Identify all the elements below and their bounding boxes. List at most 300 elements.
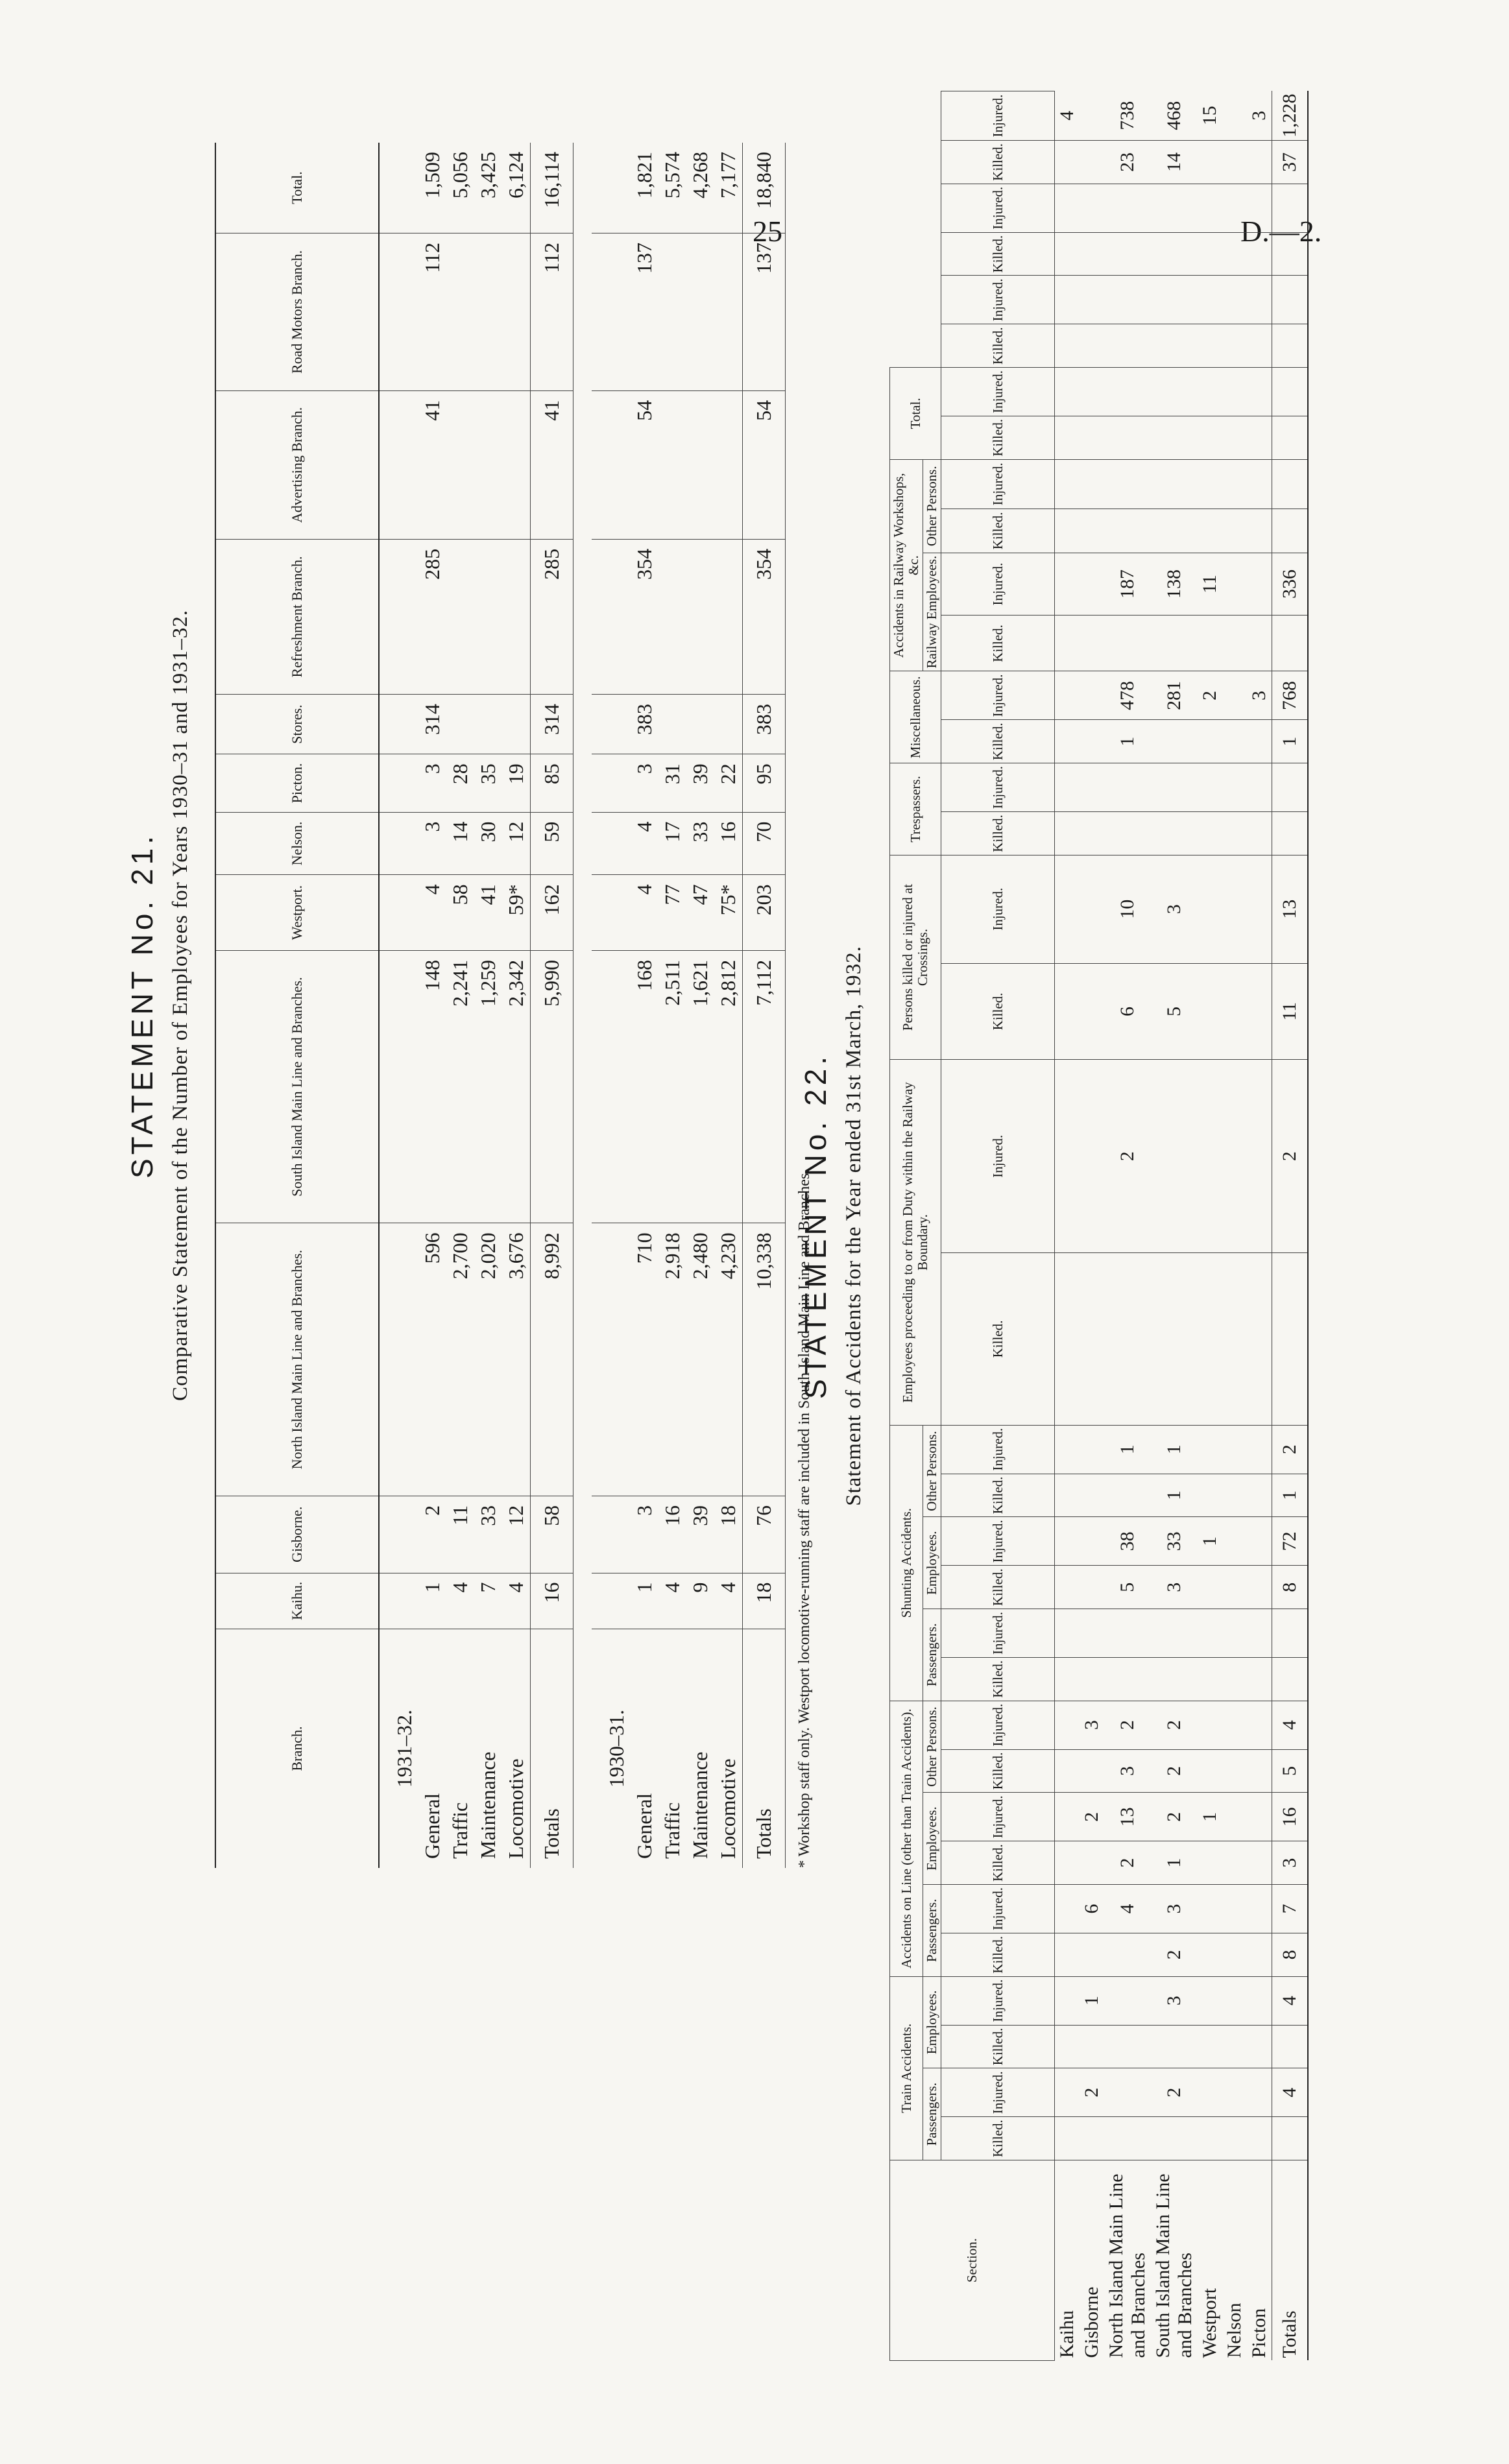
table-cell [1247,1253,1272,1426]
table-cell [592,143,631,233]
table-cell: 10 [1104,855,1151,963]
table-cell [446,390,474,539]
table-cell: 3 [418,812,446,875]
table-cell: 2,812 [714,950,743,1223]
table-cell: 4 [658,1573,686,1629]
table-cell [1151,1657,1198,1701]
table-cell: 710 [631,1223,658,1496]
table-cell [1222,276,1247,324]
column-header: Refreshment Branch. [215,539,379,694]
table-cell: 2,511 [658,950,686,1223]
table-cell [1198,1701,1222,1749]
table-cell [1104,616,1151,671]
table-row [446,143,474,1868]
table-cell [1198,963,1222,1060]
table-cell [1080,184,1104,232]
table-cell [502,390,531,539]
table-cell: 13 [1104,1793,1151,1841]
table-cell: 5,574 [658,143,686,233]
subgroup-header: Other Persons. [923,1425,941,1517]
table-cell [1222,416,1247,460]
injured-header: Injured. [941,1060,1055,1253]
table-cell [1247,1609,1272,1658]
total-cell [1272,812,1309,855]
table-cell [1104,324,1151,368]
table-cell [1222,91,1247,141]
table-cell [1198,812,1222,855]
table-cell: 15 [1198,91,1222,141]
table-cell: 16 [658,1496,686,1573]
table-row [1151,91,1198,2361]
table-cell: 3 [418,754,446,812]
table-cell [658,233,686,390]
table-cell [1080,616,1104,671]
table-cell [1055,459,1080,508]
column-header: Total. [215,143,379,233]
table-cell: 3 [631,1496,658,1573]
table-cell [379,1573,418,1629]
spacer-row [573,143,592,1868]
table-cell [1247,1885,1272,1933]
column-header: Nelson. [215,812,379,875]
table-cell [1222,1657,1247,1701]
killed-header: Killed. [941,1657,1055,1701]
table-cell [1104,2117,1151,2160]
killed-header: Killed. [941,963,1055,1060]
table-cell: 4 [446,1573,474,1629]
column-header: North Island Main Line and Branches. [215,1223,379,1496]
table-cell [1222,459,1247,508]
table-cell [1198,1841,1222,1885]
column-header: Picton. [215,754,379,812]
table-cell [1222,2117,1247,2160]
table-cell: 1,259 [474,950,502,1223]
table-row [1247,91,1272,2361]
column-header: South Island Main Line and Branches. [215,950,379,1223]
table-cell [1247,1976,1272,2025]
table-cell [1080,276,1104,324]
total-cell [1272,508,1309,553]
branch-label: Maintenance [688,1751,712,1859]
totals-row [531,143,573,1868]
table-cell [446,539,474,694]
table-cell: 1 [1104,720,1151,763]
table-cell: 77 [658,875,686,951]
table-cell [1055,1749,1080,1793]
table-cell [714,695,743,754]
table-cell [1151,812,1198,855]
section-label: Gisborne [1081,2286,1103,2358]
totals-label: Totals [1272,2160,1309,2361]
table-cell [1247,184,1272,232]
table-row [714,143,743,1868]
table-cell [1222,1933,1247,1976]
table-cell [1198,459,1222,508]
injured-header: Injured. [941,368,1055,416]
table-cell [1247,2068,1272,2117]
table-cell [1080,963,1104,1060]
year-label: 1930–31. [605,1710,628,1788]
table-cell [1151,1253,1198,1426]
table-cell [1247,1933,1272,1976]
total-cell: 59 [531,812,573,875]
table-cell [1247,720,1272,763]
table-cell: 19 [502,754,531,812]
table-cell: 2,480 [686,1223,714,1496]
table-cell [658,539,686,694]
subgroup-header: Passengers. [923,1609,941,1701]
table-cell: 281 [1151,671,1198,720]
table-cell [1151,324,1198,368]
table-cell [1104,232,1151,276]
total-cell: 1 [1272,1474,1309,1517]
table-cell [1151,1609,1198,1658]
table-cell: 41 [418,390,446,539]
totals-row [1272,91,1309,2361]
table-cell [592,754,631,812]
total-cell: 95 [743,754,786,812]
table-cell: 6 [1104,963,1151,1060]
table-cell [1222,1566,1247,1609]
group-header: Shunting Accidents. [890,1425,923,1701]
spacer-cell [573,143,592,1868]
injured-header: Injured. [941,1517,1055,1566]
table-cell [1104,508,1151,553]
subgroup-header: Passengers. [923,1885,941,1977]
table-cell [1198,855,1222,963]
table-cell [1080,1517,1104,1566]
table-cell: 22 [714,754,743,812]
total-cell: 37 [1272,141,1309,184]
table-cell [1247,1701,1272,1749]
table-cell [1080,1657,1104,1701]
statement-22 [798,91,1309,2361]
table-cell [379,754,418,812]
table-cell [1247,324,1272,368]
table-cell [1151,368,1198,416]
table-cell: 18 [714,1496,743,1573]
table-cell: 2 [1151,2068,1198,2117]
table-cell: 2,342 [502,950,531,1223]
table-cell [1055,963,1080,1060]
table-cell [1080,720,1104,763]
table-cell: 383 [631,695,658,754]
table-cell: 38 [1104,1517,1151,1566]
table-cell [1104,1657,1151,1701]
table-cell: 2 [1104,1841,1151,1885]
table-cell: 2 [1151,1749,1198,1793]
table-cell: 4 [418,875,446,951]
totals-label: Totals [743,1629,786,1869]
table-cell: 11 [1198,553,1222,616]
total-cell: 768 [1272,671,1309,720]
table-cell: 2 [1151,1933,1198,1976]
table-cell [1055,1253,1080,1426]
total-cell [1272,763,1309,812]
table-cell [1055,1425,1080,1474]
table-cell [379,233,418,390]
table-cell [1198,416,1222,460]
table-cell [592,1496,631,1573]
total-cell: 70 [743,812,786,875]
killed-header: Killed. [941,1749,1055,1793]
total-cell: 7,112 [743,950,786,1223]
table-cell: 33 [686,812,714,875]
table-cell [1104,184,1151,232]
table-cell [1055,553,1080,616]
section-label: North Island Main Line and Branches [1105,2173,1150,2358]
table-cell: 138 [1151,553,1198,616]
killed-header: Killed. [941,1253,1055,1426]
total-cell: 18,840 [743,143,786,233]
table-cell [1222,184,1247,232]
table-cell [1104,416,1151,460]
table-cell: 2,918 [658,1223,686,1496]
table-cell [1055,2025,1080,2068]
branch-label: Traffic [660,1802,684,1859]
table-cell [686,695,714,754]
document-code: D.—2. [1240,215,1322,248]
table-cell [1080,1060,1104,1253]
killed-header: Killed. [941,232,1055,276]
table-cell [592,1573,631,1629]
table-row [474,143,502,1868]
table-cell [714,539,743,694]
table-cell [1198,324,1222,368]
table-cell [1247,1425,1272,1474]
statement-21-footnote: * Workshop staff only. Westport locomotive-running staff are included in South Island Main Line and Branches. [796,1169,813,1868]
table-cell [379,390,418,539]
table-cell: 75* [714,875,743,951]
total-cell: 162 [531,875,573,951]
table-cell: 5 [1151,963,1198,1060]
table-cell [1198,276,1222,324]
subgroup-header: Employees. [923,1976,941,2068]
table-cell: 468 [1151,91,1198,141]
injured-header: Injured. [941,553,1055,616]
table-cell [1055,508,1080,553]
table-cell: 137 [631,233,658,390]
table-row [1055,91,1080,2361]
table-cell: 9 [686,1573,714,1629]
table-cell: 2,700 [446,1223,474,1496]
statement-21-title: STATEMENT No. 21. [125,832,159,1178]
section-header: Section. [890,2160,1055,2361]
table-cell [379,539,418,694]
table-cell [592,233,631,390]
table-cell [379,143,418,233]
injured-header: Injured. [941,1793,1055,1841]
killed-header: Killed. [941,1933,1055,1976]
table-cell [1222,720,1247,763]
statement-22-subtitle: Statement of Accidents for the Year ended 31st March, 1932. [842,946,865,1506]
table-cell: 41 [474,875,502,951]
table-row [658,143,686,1868]
table-cell: 1 [1198,1517,1222,1566]
group-header: Accidents in Railway Workshops, &c. [890,459,923,671]
table-cell [1222,2068,1247,2117]
group-header: Total. [890,368,941,460]
table-cell: 1 [418,1573,446,1629]
table-cell [1055,368,1080,416]
statement-21 [125,143,814,1868]
table-cell [1080,812,1104,855]
table-cell [502,233,531,390]
table-cell: 4 [1055,91,1080,141]
table-cell [1151,616,1198,671]
total-cell: 112 [531,233,573,390]
table-cell [1151,416,1198,460]
table-cell: 39 [686,754,714,812]
table-cell [1198,1566,1222,1609]
totals-row [743,143,786,1868]
table-cell [1080,459,1104,508]
table-cell: 2 [1080,2068,1104,2117]
table-cell [379,812,418,875]
table-cell: 39 [686,1496,714,1573]
total-cell: 8 [1272,1566,1309,1609]
table-cell: 187 [1104,553,1151,616]
table-cell: 1 [631,1573,658,1629]
table-cell [1080,1609,1104,1658]
total-cell [1272,276,1309,324]
table-cell: 6,124 [502,143,531,233]
table-cell: 47 [686,875,714,951]
column-header: Advertising Branch. [215,390,379,539]
total-cell: 4 [1272,1976,1309,2025]
table-cell: 1,821 [631,143,658,233]
table-cell [658,695,686,754]
total-cell: 10,338 [743,1223,786,1496]
table-cell [592,950,631,1223]
injured-header: Injured. [941,855,1055,963]
total-cell: 354 [743,539,786,694]
table-cell [1247,2117,1272,2160]
injured-header: Injured. [941,1701,1055,1749]
table-cell [1198,1474,1222,1517]
table-cell: 28 [446,754,474,812]
total-cell: 1,228 [1272,91,1309,141]
killed-header: Killed. [941,324,1055,368]
table-cell: 2 [1198,671,1222,720]
table-cell [1247,2025,1272,2068]
table-cell: 3 [1104,1749,1151,1793]
table-cell [1104,276,1151,324]
table-cell [1055,2117,1080,2160]
killed-header: Killed. [941,616,1055,671]
table-cell [1055,184,1080,232]
table-cell [1151,232,1198,276]
table-cell: 3,425 [474,143,502,233]
table-cell [1055,2068,1080,2117]
table-cell: 2 [1080,1793,1104,1841]
total-cell: 383 [743,695,786,754]
total-cell: 72 [1272,1517,1309,1566]
table-cell: 2 [1104,1701,1151,1749]
table-cell [1151,1060,1198,1253]
table-cell: 738 [1104,91,1151,141]
year-label: 1931–32. [392,1710,416,1788]
table-cell [1198,232,1222,276]
table-cell [1104,368,1151,416]
table-cell [1055,855,1080,963]
group-header: Trespassers. [890,763,941,855]
table-cell: 314 [418,695,446,754]
table-cell [1198,2117,1222,2160]
injured-header: Injured. [941,1425,1055,1474]
table-cell [474,539,502,694]
table-cell [1247,1793,1272,1841]
table-cell: 2 [418,1496,446,1573]
total-cell: 285 [531,539,573,694]
table-cell [1198,1609,1222,1658]
statement-22-title: STATEMENT No. 22. [799,1053,832,1399]
page-number: 25 [753,215,782,248]
table-cell: 54 [631,390,658,539]
total-cell: 76 [743,1496,786,1573]
killed-header: Killed. [941,812,1055,855]
table-cell [1151,720,1198,763]
table-cell [1080,1933,1104,1976]
table-cell: 148 [418,950,446,1223]
table-cell: 5 [1104,1566,1151,1609]
group-header: Miscellaneous. [890,671,941,763]
table-cell [1055,1885,1080,1933]
table-cell [379,875,418,951]
table-cell [1080,508,1104,553]
table-cell [1055,763,1080,812]
year-row [379,143,418,1868]
total-cell: 137 [743,233,786,390]
table-cell [1222,1517,1247,1566]
table-cell [1151,763,1198,812]
table-cell [1055,1474,1080,1517]
table-cell [1222,671,1247,720]
table-cell [1222,1253,1247,1426]
table-cell: 3 [1080,1701,1104,1749]
column-header: Stores. [215,695,379,754]
injured-header: Injured. [941,276,1055,324]
table-cell [592,695,631,754]
table-cell [1222,232,1247,276]
table-cell [1247,1749,1272,1793]
table-cell [714,390,743,539]
table-cell: 1 [1104,1425,1151,1474]
table-cell: 168 [631,950,658,1223]
column-header: Kaihu. [215,1573,379,1629]
table-cell [379,950,418,1223]
subgroup-header: Other Persons. [923,459,941,553]
table-cell [1055,1976,1080,2025]
table-cell [1080,1253,1104,1426]
table-cell [1198,2025,1222,2068]
table-cell [1198,616,1222,671]
table-cell [1151,184,1198,232]
table-cell [1198,1749,1222,1793]
table-cell: 7,177 [714,143,743,233]
section-label: Picton [1248,2308,1270,2358]
table-cell [1222,812,1247,855]
column-header: Road Motors Branch. [215,233,379,390]
table-cell [1055,416,1080,460]
table-cell [592,1223,631,1496]
injured-header: Injured. [941,91,1055,141]
table-cell: 3 [1151,855,1198,963]
total-cell: 4 [1272,1701,1309,1749]
table-cell [379,695,418,754]
table-cell [1104,1933,1151,1976]
table-cell [1247,232,1272,276]
